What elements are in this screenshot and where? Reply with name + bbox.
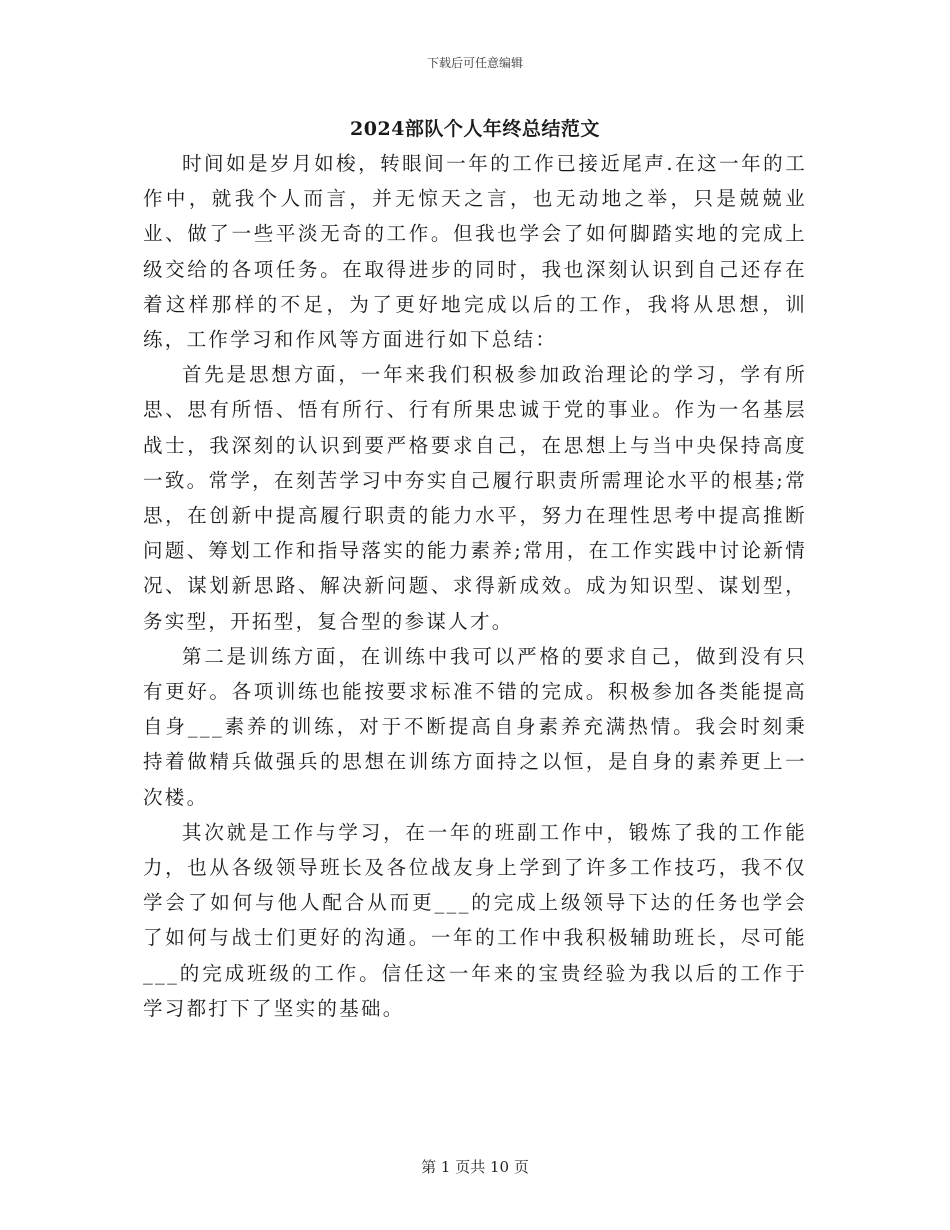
header-note: 下载后可任意编辑: [426, 56, 523, 70]
paragraph-thought: 首先是思想方面，一年来我们积极参加政治理论的学习，学有所思、思有所悟、悟有所行、行有所果忠诚于党的事业。作为一名基层战士，我深刻的认识到要严格要求自己，在思想上与当中央保持高度一致。常学，在刻苦学习中夯实自己履行职责所需理论水平的根基;常思，在创新中提高履行职责的能力水平，努力在理性思考中提高推断问题、筹划工作和指导落实的能力素养;常用，在工作实践中讨论新情况、谋划新思路、解决新问题、求得新成效。成为知识型、谋划型，务实型，开拓型，复合型的参谋人才。: [143, 363, 807, 633]
paragraph-intro: 时间如是岁月如梭，转眼间一年的工作已接近尾声.在这一年的工作中，就我个人而言，并无惊天之言，也无动地之举，只是兢兢业业、做了一些平淡无奇的工作。但我也学会了如何脚踏实地的完成上级交给的各项任务。在取得进步的同时，我也深刻认识到自己还存在着这样那样的不足，为了更好地完成以后的工作，我将从思想，训练，工作学习和作风等方面进行如下总结：: [143, 152, 807, 352]
document-title: 2024部队个人年终总结范文: [350, 118, 600, 140]
document-body: [143, 146, 807, 1026]
paragraph-work-study: 其次就是工作与学习，在一年的班副工作中，锻炼了我的工作能力，也从各级领导班长及各位战友身上学到了许多工作技巧，我不仅学会了如何与他人配合从而更___的完成上级领导下达的任务也学会了如何与战士们更好的沟通。一年的工作中我积极辅助班长，尽可能___的完成班级的工作。信任这一年来的宝贵经验为我以后的工作于学习都打下了坚实的基础。: [143, 820, 807, 1020]
paragraph-training: 第二是训练方面，在训练中我可以严格的要求自己，做到没有只有更好。各项训练也能按要求标准不错的完成。积极参加各类能提高自身___素养的训练，对于不断提高自身素养充满热情。我会时刻秉持着做精兵做强兵的思想在训练方面持之以恒，是自身的素养更上一次楼。: [143, 644, 807, 809]
page-number-footer: 第 1 页共 10 页: [421, 1158, 529, 1176]
